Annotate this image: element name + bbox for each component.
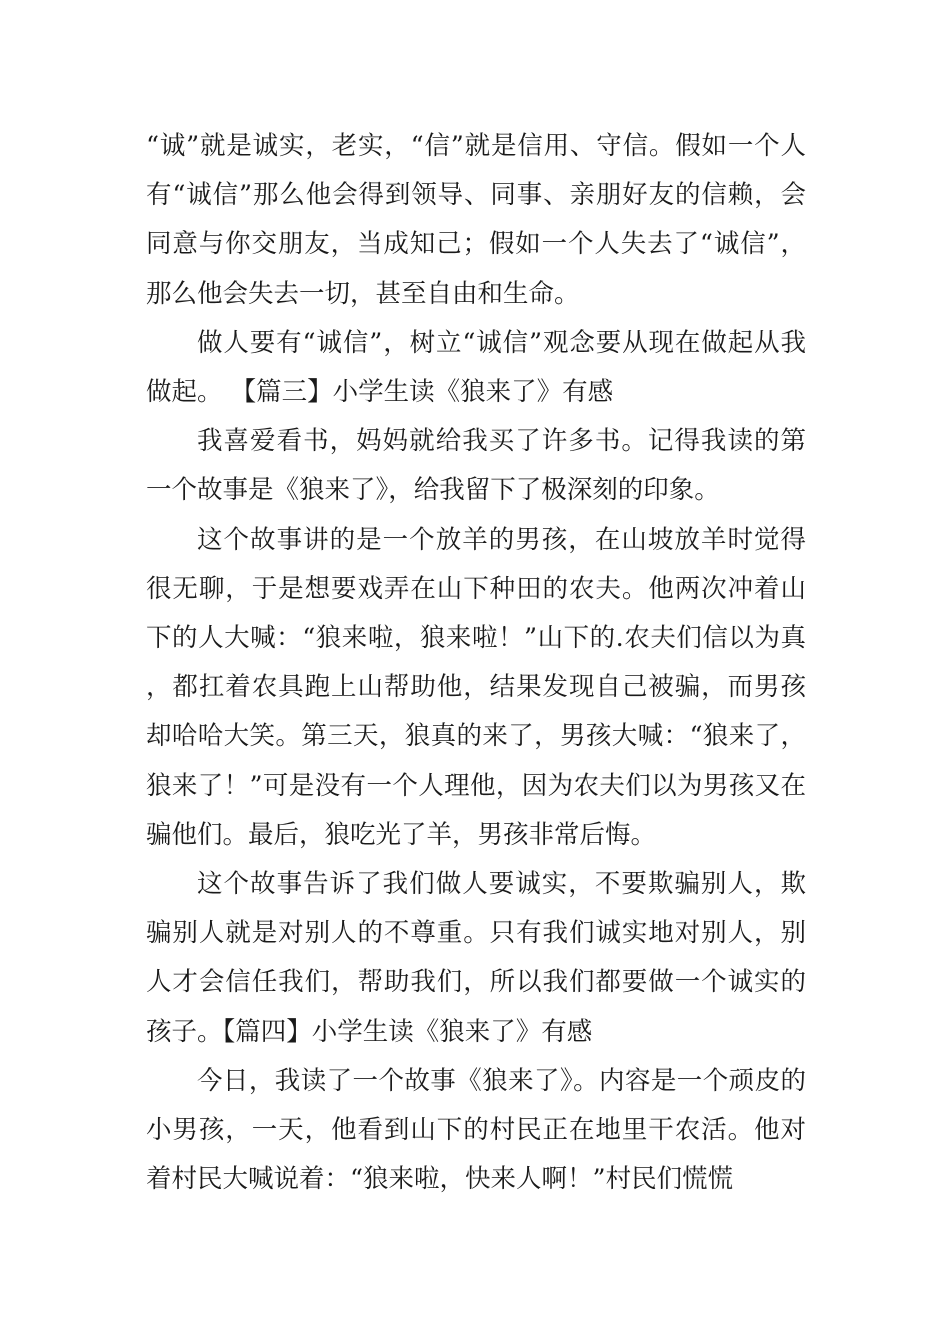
- paragraph-honesty-definition: “诚”就是诚实，老实，“信”就是信用、守信。假如一个人有“诚信”那么他会得到领导、同事、亲朋好友的信赖，会同意与你交朋友，当成知己；假如一个人失去了“诚信”，那么他会失去一切，甚至自由和生命。: [146, 131, 806, 309]
- paragraph-reading-intro: 我喜爱看书，妈妈就给我买了许多书。记得我读的第一个故事是《狼来了》，给我留下了极深刻的印象。: [146, 426, 806, 506]
- paragraph-story-lesson: 这个故事告诉了我们做人要诚实，不要欺骗别人，欺骗别人就是对别人的不尊重。只有我们诚实地对别人，别人才会信任我们，帮助我们，所以我们都要做一个诚实的孩子。【篇四】小学生读《狼来了》有感: [146, 869, 806, 1047]
- document-page: [146, 122, 806, 1204]
- paragraph-honesty-conclusion: 做人要有“诚信”，树立“诚信”观念要从现在做起从我做起。 【篇三】小学生读《狼来了》有感: [146, 327, 806, 408]
- paragraph-second-story: 今日，我读了一个故事《狼来了》。内容是一个顽皮的小男孩，一天，他看到山下的村民正在地里干农活。他对着村民大喊说着：“狼来啦，快来人啊！”村民们慌慌: [146, 1065, 806, 1195]
- paragraph-story-summary: 这个故事讲的是一个放羊的男孩，在山坡放羊时觉得很无聊，于是想要戏弄在山下种田的农夫。他两次冲着山下的人大喊：“狼来啦，狼来啦！”山下的.农夫们信以为真，都扛着农具跑上山帮助他，结果发现自己被骗，而男孩却哈哈大笑。第三天，狼真的来了，男孩大喊：“狼来了，狼来了！”可是没有一个人理他，因为农夫们以为男孩又在骗他们。最后，狼吃光了羊，男孩非常后悔。: [146, 524, 806, 850]
